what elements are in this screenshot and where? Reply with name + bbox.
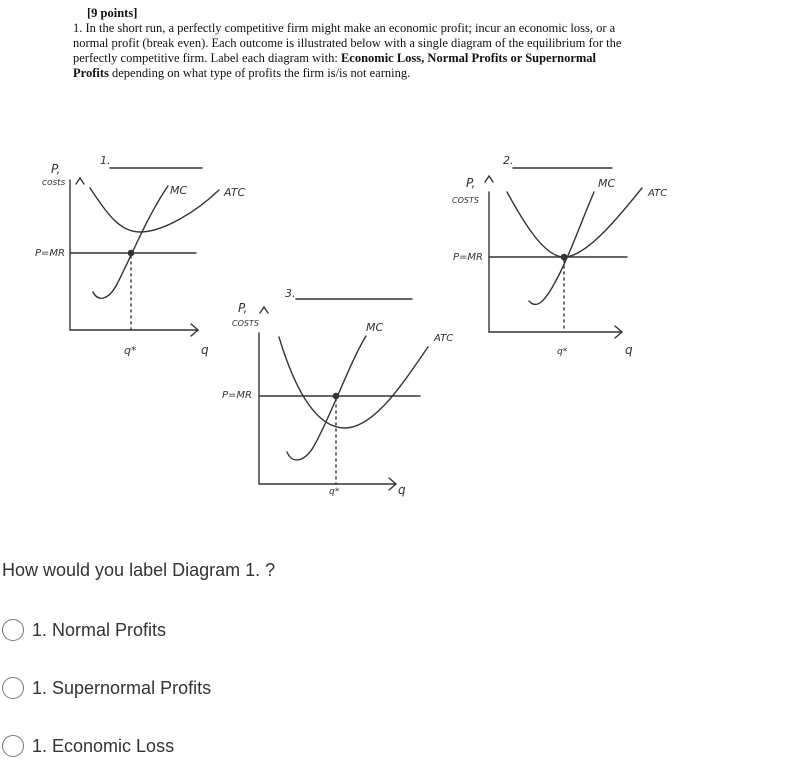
diagram-3-atc-curve [279, 337, 428, 428]
diagram-1-mc-label: MC [170, 184, 188, 197]
radio-button[interactable] [2, 735, 24, 757]
diagrams-figure [0, 140, 812, 510]
diagram-3-price-label: P=MR [222, 390, 252, 401]
question-text: How would you label Diagram 1. ? [2, 560, 276, 580]
diagram-1-y-label-top: P, [51, 162, 61, 176]
diagram-2-mc-label: MC [598, 177, 616, 190]
diagram-1-q-star-label: q* [124, 344, 137, 357]
diagram-2 [485, 168, 642, 338]
diagram-2-q-label: q [625, 343, 633, 357]
diagram-3-equilibrium-point [333, 393, 338, 398]
diagram-3-mc-label: MC [366, 321, 384, 334]
prompt-bold-terms: Economic Loss, Normal Profits or Supernormal Profits [73, 51, 597, 80]
diagram-1-number: 1. [100, 154, 111, 167]
diagram-3 [259, 299, 428, 490]
diagram-3-y-label-bottom: COSTS [232, 319, 259, 328]
diagram-1-price-label: P=MR [35, 248, 65, 259]
option-economic-loss[interactable] [2, 735, 174, 757]
diagram-3-mc-curve [287, 336, 366, 460]
diagram-3-q-star-label: q* [329, 487, 340, 497]
radio-button[interactable] [2, 619, 24, 641]
option-label: 1. Supernormal Profits [32, 677, 212, 698]
option-label: 1. Economic Loss [32, 735, 175, 756]
diagram-2-equilibrium-point [561, 254, 566, 259]
diagram-1-atc-curve [90, 188, 219, 232]
diagram-1-q-label: q [201, 343, 209, 357]
prompt-intro: 1. In the short run, a perfectly competitive firm might make an economic profit; incur an economic loss, or a normal profit (break even). Each outcome is illustrated below with a single diagram of the equilibrium for the perfectly competitive firm. Label each diagram with: [73, 21, 622, 65]
diagram-1-y-label-bottom: costs [42, 178, 66, 188]
diagram-1 [70, 168, 219, 336]
option-supernormal-profits[interactable] [2, 677, 211, 699]
diagram-2-number: 2. [503, 154, 514, 167]
points-label: [9 points] [87, 6, 138, 20]
diagram-3-number: 3. [285, 287, 296, 300]
diagram-3-y-arrow [260, 307, 268, 313]
prompt-tail: depending on what type of profits the firm is/is not earning. [108, 66, 411, 80]
option-normal-profits[interactable] [2, 619, 166, 641]
diagram-3-atc-label: ATC [434, 333, 454, 344]
question-prompt [73, 6, 633, 81]
diagram-2-y-label-top: P, [466, 176, 476, 190]
radio-button[interactable] [2, 677, 24, 699]
diagram-1-equilibrium-point [128, 250, 133, 255]
diagram-2-q-star-label: q* [557, 347, 568, 357]
diagram-3-q-label: q [398, 483, 406, 497]
diagram-2-y-arrow [485, 176, 493, 182]
diagram-2-y-label-bottom: COSTS [452, 196, 479, 205]
diagram-1-y-arrow [76, 178, 84, 184]
diagram-2-atc-label: ATC [648, 188, 668, 199]
option-label: 1. Normal Profits [32, 619, 167, 640]
diagram-2-atc-curve [507, 188, 642, 257]
diagram-3-y-label-top: P, [238, 301, 248, 315]
diagram-2-price-label: P=MR [453, 252, 483, 263]
diagram-1-atc-label: ATC [224, 186, 246, 199]
